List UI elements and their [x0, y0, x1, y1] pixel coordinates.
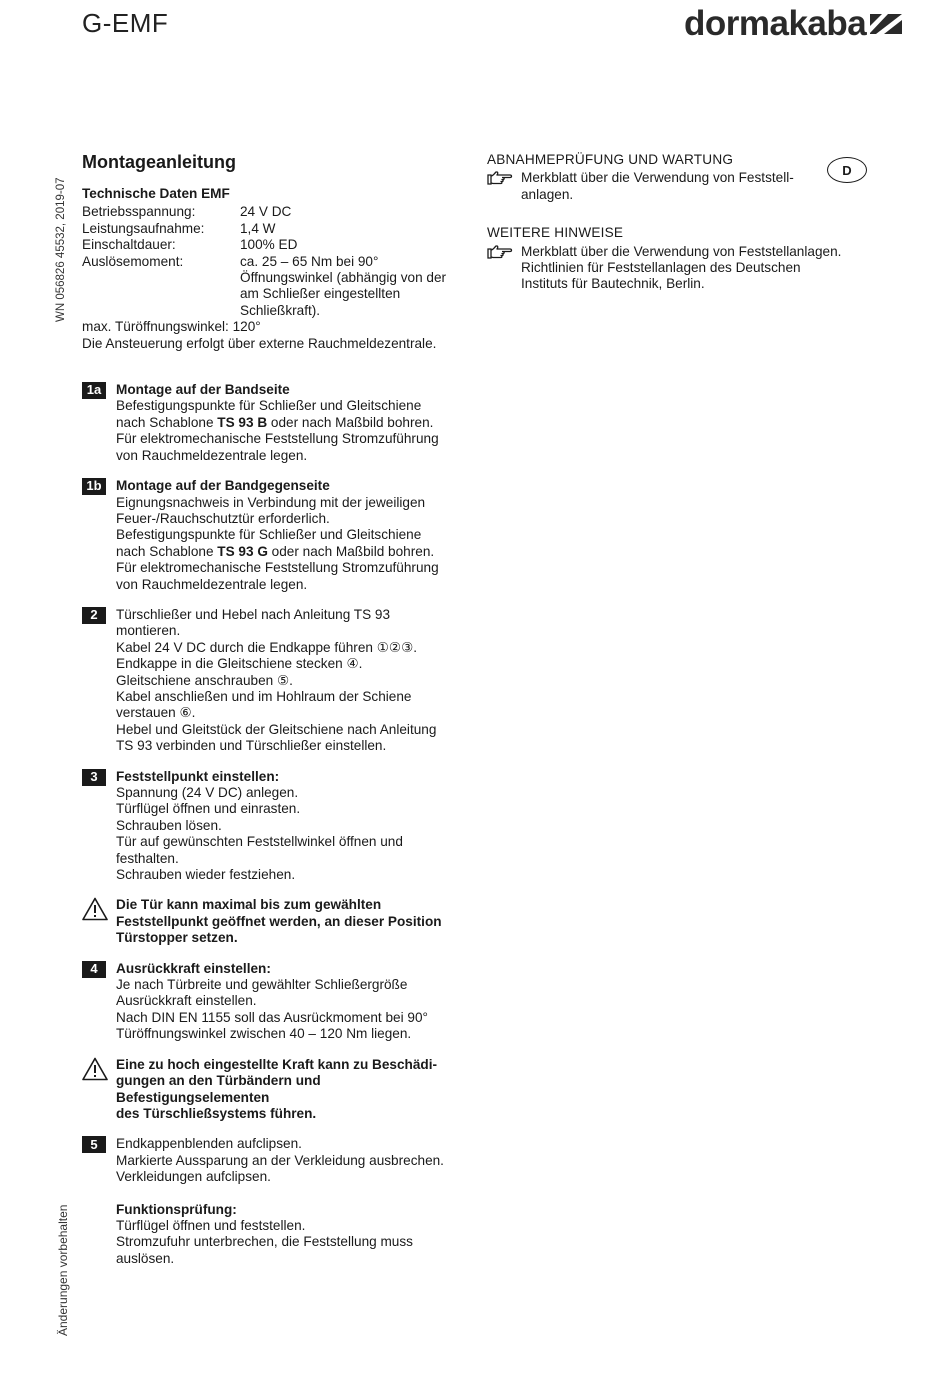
- step-line: Türöffnungswinkel zwischen 40 – 120 Nm liegen.: [116, 1026, 412, 1042]
- step-1a: [82, 382, 472, 464]
- spec-row: [82, 237, 472, 253]
- spec-label: Betriebsspannung:: [82, 204, 196, 220]
- spec-value-line: ca. 25 – 65 Nm bei 90°: [240, 253, 379, 269]
- brand-logo: [684, 4, 904, 44]
- spec-value-line: Öffnungswinkel (abhängig von der: [240, 270, 447, 286]
- warning-triangle-icon: [82, 1057, 106, 1123]
- spec-value-line: am Schließer eingestellten: [240, 286, 401, 302]
- step-line: verstauen ⑥.: [116, 705, 196, 721]
- step-line: Für elektromechanische Feststellung Stromzuführung: [116, 560, 439, 576]
- step-line: Endkappe in die Gleitschiene stecken ④.: [116, 656, 363, 672]
- pointing-hand-icon: [487, 244, 521, 293]
- warning-line: Eine zu hoch eingestellte Kraft kann zu Beschädi-: [116, 1056, 438, 1072]
- step-line: Feuer-/Rauchschutztür erforderlich.: [116, 510, 330, 526]
- step-body: [116, 382, 472, 464]
- step-line: festhalten.: [116, 850, 179, 866]
- step-number: 2: [82, 607, 106, 624]
- reference-line: Merkblatt über die Verwendung von Feststellanlagen.: [521, 243, 842, 259]
- warning-line: Feststellpunkt geöffnet werden, an dieser Position: [116, 913, 442, 929]
- step-4: [82, 961, 472, 1043]
- step-line: Je nach Türbreite und gewählter Schließergröße: [116, 977, 408, 993]
- step-line: montieren.: [116, 623, 181, 639]
- warning-line: gungen an den Türbändern und Befestigungselementen: [116, 1073, 321, 1105]
- warning-text: [116, 1057, 472, 1123]
- step-line: Spannung (24 V DC) anlegen.: [116, 785, 299, 800]
- spec-value: [240, 254, 472, 320]
- logo-text: dormakaba: [684, 4, 867, 43]
- spec-row: [82, 254, 472, 320]
- main-heading: Montageanleitung: [82, 152, 236, 172]
- language-badge: D: [827, 157, 867, 183]
- spec-row: [82, 221, 472, 237]
- step-body: [116, 769, 472, 884]
- step-1b: [82, 478, 472, 593]
- step-line: Nach DIN EN 1155 soll das Ausrückmoment bei 90°: [116, 1009, 428, 1025]
- step-line: Türflügel öffnen und feststellen.: [116, 1217, 306, 1233]
- step-line: Schrauben lösen.: [116, 817, 222, 833]
- step-body: [116, 1202, 472, 1268]
- step-line: Verkleidungen aufclipsen.: [116, 1169, 271, 1185]
- template-code: TS 93 G: [217, 543, 268, 559]
- notes-heading: WEITERE HINWEISE: [487, 225, 624, 241]
- spec-row: [82, 319, 472, 335]
- step-line: Türflügel öffnen und einrasten.: [116, 801, 301, 817]
- step-line: von Rauchmeldezentrale legen.: [116, 447, 308, 463]
- step-line: Türschließer und Hebel nach Anleitung TS 93: [116, 606, 391, 622]
- reference-item: [487, 170, 867, 203]
- step-line: Kabel anschließen und im Hohlraum der Schiene: [116, 688, 412, 704]
- reference-line: Merkblatt über die Verwendung von Feststell-: [521, 170, 794, 186]
- reference-text: [521, 244, 867, 293]
- step-number: 1a: [82, 382, 106, 399]
- function-test: [82, 1202, 472, 1268]
- step-body: [116, 961, 472, 1043]
- step-line: auslösen.: [116, 1250, 175, 1266]
- left-column: [82, 150, 472, 1281]
- warning-triangle-icon: [82, 897, 106, 946]
- warning-2: [82, 1057, 472, 1123]
- tech-data-heading: Technische Daten EMF: [82, 186, 230, 201]
- step-line: Tür auf gewünschten Feststellwinkel öffnen und: [116, 834, 403, 850]
- step-title: Feststellpunkt einstellen:: [116, 768, 280, 784]
- step-line: Kabel 24 V DC durch die Endkappe führen ①②③.: [116, 639, 418, 655]
- step-line: Befestigungspunkte für Schließer und Gleitschiene: [116, 527, 422, 543]
- spec-value-line: Schließkraft).: [240, 302, 321, 318]
- step-line: Hebel und Gleitstück der Gleitschiene nach Anleitung: [116, 721, 437, 737]
- document-number: WN 056826 45532, 2019-07: [55, 177, 67, 322]
- step-line: von Rauchmeldezentrale legen.: [116, 576, 308, 592]
- right-column: [487, 152, 867, 293]
- spec-value: 1,4 W: [240, 220, 276, 236]
- spec-label: Einschaltdauer:: [82, 237, 176, 253]
- step-line: [116, 544, 472, 560]
- spec-label: Auslösemoment:: [82, 253, 184, 269]
- spec-row: [82, 204, 472, 220]
- warning-line: des Türschließsystems führen.: [116, 1105, 317, 1121]
- step-line: Für elektromechanische Feststellung Stromzuführung: [116, 431, 439, 447]
- step-line: Befestigungspunkte für Schließer und Gleitschiene: [116, 398, 422, 414]
- step-title: Montage auf der Bandseite: [116, 382, 290, 398]
- reference-text: [521, 170, 867, 203]
- warning-text: [116, 897, 472, 946]
- step-number: 1b: [82, 478, 106, 495]
- step-5: [82, 1136, 472, 1185]
- warning-1: [82, 897, 472, 946]
- step-number: 3: [82, 769, 106, 786]
- step-title: Ausrückkraft einstellen:: [116, 960, 271, 976]
- step-line: TS 93 verbinden und Türschließer einstellen.: [116, 738, 387, 754]
- logo-mark-icon: [868, 11, 904, 37]
- reference-line: anlagen.: [521, 186, 574, 202]
- reference-line: Richtlinien für Feststellanlagen des Deutschen: [521, 260, 801, 276]
- step-body: [116, 607, 472, 755]
- changes-reserved-note: Änderungen vorbehalten: [56, 1204, 70, 1336]
- step-line: Ausrückkraft einstellen.: [116, 993, 257, 1009]
- template-code: TS 93 B: [217, 414, 268, 430]
- step-line: Markierte Aussparung an der Verkleidung ausbrechen.: [116, 1152, 444, 1168]
- spec-label: Leistungsaufnahme:: [82, 220, 205, 236]
- reference-item: [487, 244, 867, 293]
- step-number: 4: [82, 961, 106, 978]
- control-note: Die Ansteuerung erfolgt über externe Rauchmeldezentrale.: [82, 335, 437, 351]
- step-line: Stromzufuhr unterbrechen, die Feststellung muss: [116, 1234, 413, 1250]
- step-text: nach Schablone: [116, 414, 218, 430]
- step-line: Gleitschiene anschrauben ⑤.: [116, 672, 293, 688]
- warning-line: Die Tür kann maximal bis zum gewählten: [116, 897, 382, 913]
- step-text: nach Schablone: [116, 543, 218, 559]
- step-body: [116, 1136, 472, 1185]
- step-line: Eignungsnachweis in Verbindung mit der jeweiligen: [116, 494, 426, 510]
- step-number: 5: [82, 1136, 106, 1153]
- step-body: [116, 478, 472, 593]
- step-text: oder nach Maßbild bohren.: [267, 543, 435, 559]
- step-text: oder nach Maßbild bohren.: [267, 414, 434, 430]
- warning-line: Türstopper setzen.: [116, 930, 238, 946]
- spec-value: 100% ED: [240, 237, 298, 253]
- inspection-heading: ABNAHMEPRÜFUNG UND WARTUNG: [487, 152, 734, 167]
- max-angle-value: 120°: [232, 319, 261, 335]
- step-title: Funktionsprüfung:: [116, 1201, 237, 1217]
- reference-line: Instituts für Bautechnik, Berlin.: [521, 276, 705, 292]
- step-2: [82, 607, 472, 755]
- pointing-hand-icon: [487, 170, 521, 203]
- spec-value: 24 V DC: [240, 204, 292, 220]
- step-line: Schrauben wieder festziehen.: [116, 867, 296, 883]
- step-line: [116, 415, 472, 431]
- step-3: [82, 769, 472, 884]
- document-title: G-EMF: [82, 8, 169, 38]
- step-line: Endkappenblenden aufclipsen.: [116, 1136, 302, 1152]
- step-title: Montage auf der Bandgegenseite: [116, 478, 330, 494]
- max-angle-label: max. Türöffnungswinkel:: [82, 319, 229, 335]
